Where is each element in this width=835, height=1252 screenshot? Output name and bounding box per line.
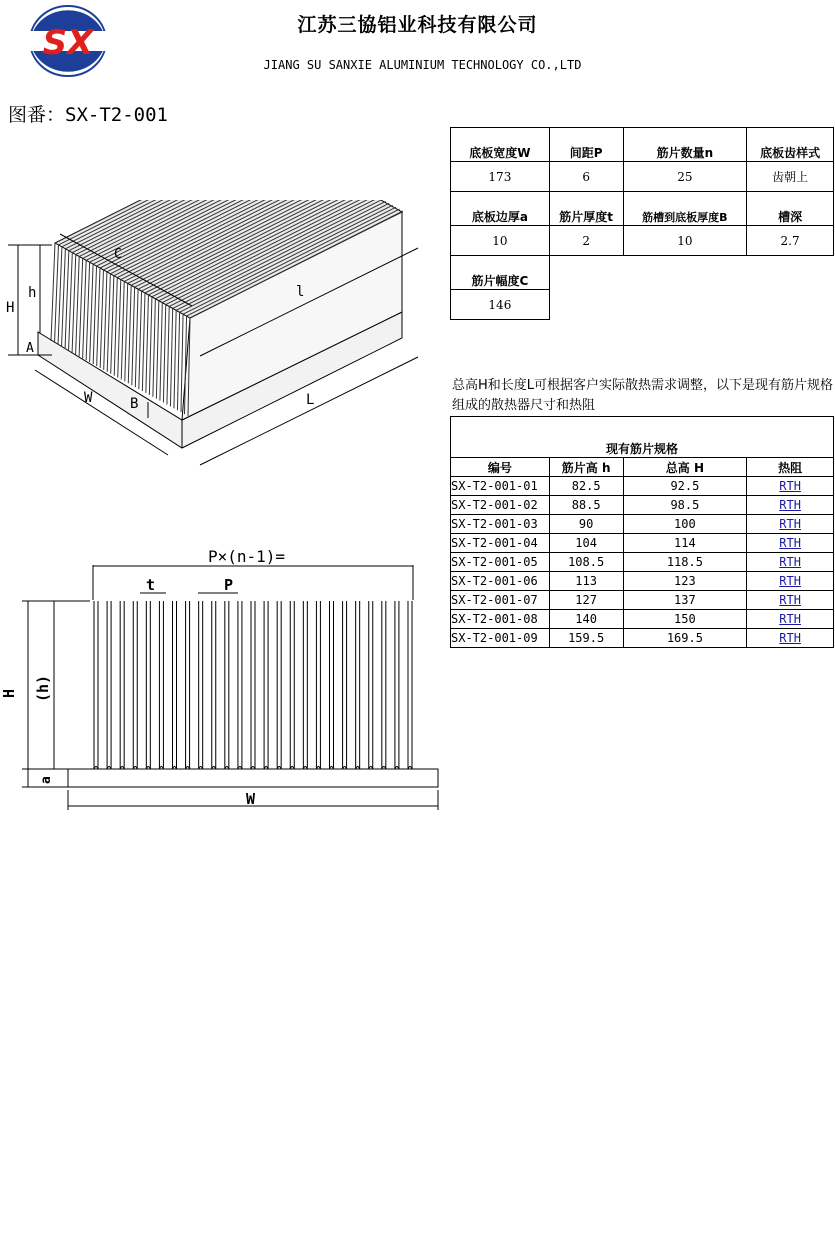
spec-value: 6 — [549, 162, 623, 192]
front-label-formula: P×(n-1)= — [208, 547, 286, 566]
front-fin — [146, 601, 150, 769]
spec-header: 底板齿样式 — [747, 128, 834, 162]
fin-col-header: 筋片高 h — [549, 458, 623, 477]
logo-text: SX — [42, 23, 94, 63]
drawing-number: 图番：SX-T2-001 — [8, 104, 168, 126]
iso-fin-edge — [83, 260, 87, 358]
iso-label-B: B — [130, 396, 139, 412]
fin-rth-link[interactable]: RTH — [747, 515, 834, 534]
isometric-drawing — [0, 200, 440, 480]
iso-label-L: L — [306, 392, 315, 408]
front-fin — [330, 601, 334, 769]
iso-fin-edge — [125, 283, 128, 381]
fin-total-height: 92.5 — [623, 477, 747, 496]
fin-col-header: 热阻 — [747, 458, 834, 477]
iso-fin-edge — [149, 297, 152, 395]
iso-fin-edge — [135, 289, 138, 387]
fin-total-height: 123 — [623, 572, 747, 591]
iso-fin-edge — [93, 266, 96, 364]
iso-fin-edge — [153, 299, 156, 397]
front-label-P: P — [224, 576, 234, 594]
fin-rth-link[interactable]: RTH — [747, 496, 834, 515]
fin-height: 88.5 — [549, 496, 623, 515]
fin-code: SX-T2-001-08 — [451, 610, 550, 629]
front-fin — [238, 601, 242, 769]
fin-table — [450, 416, 834, 648]
spec-header: 筋片幅度C — [451, 256, 550, 290]
front-fin — [225, 601, 229, 769]
fin-height: 113 — [549, 572, 623, 591]
iso-fin-edge — [58, 247, 62, 345]
fin-row — [451, 553, 834, 572]
spec-header: 间距P — [549, 128, 623, 162]
fin-height: 104 — [549, 534, 623, 553]
front-fin — [159, 601, 163, 769]
front-fin — [343, 601, 347, 769]
spec-value: 齿朝上 — [747, 162, 834, 192]
iso-fin-edge — [51, 243, 55, 341]
spec-value: 10 — [451, 226, 550, 256]
front-label-H: H — [0, 688, 18, 698]
fin-rth-link[interactable]: RTH — [747, 591, 834, 610]
fin-total-height: 118.5 — [623, 553, 747, 572]
front-fin — [120, 601, 124, 769]
iso-fin-edge — [90, 264, 93, 362]
fin-code: SX-T2-001-06 — [451, 572, 550, 591]
spec-header: 筋片数量n — [623, 128, 747, 162]
iso-fin-edge — [121, 281, 124, 379]
fin-rth-link[interactable]: RTH — [747, 610, 834, 629]
iso-fin-edge — [174, 310, 176, 408]
spec-value: 2 — [549, 226, 623, 256]
spec-table — [450, 127, 834, 320]
fin-code: SX-T2-001-02 — [451, 496, 550, 515]
iso-label-A: A — [26, 341, 34, 356]
front-fin — [316, 601, 320, 769]
iso-fin-edge — [79, 258, 83, 356]
company-name-cn: 江苏三協铝业科技有限公司 — [297, 14, 538, 36]
iso-fin-edge — [65, 251, 69, 349]
iso-fin-edge — [163, 305, 165, 403]
note-text: 总高H和长度L可根据客户实际散热需求调整，以下是现有筋片规格组成的散热器尺寸和热阻 — [452, 378, 834, 413]
iso-fin-edge — [170, 308, 172, 406]
fin-code: SX-T2-001-05 — [451, 553, 550, 572]
front-fin — [133, 601, 137, 769]
fin-total-height: 137 — [623, 591, 747, 610]
spec-header: 筋槽到底板厚度B — [623, 192, 747, 226]
fin-code: SX-T2-001-01 — [451, 477, 550, 496]
front-fin — [264, 601, 268, 769]
iso-fin-edge — [86, 262, 89, 360]
fin-col-header: 总高 H — [623, 458, 747, 477]
fin-rth-link[interactable]: RTH — [747, 477, 834, 496]
fin-height: 90 — [549, 515, 623, 534]
fin-total-height: 98.5 — [623, 496, 747, 515]
front-fin — [303, 601, 307, 769]
iso-fin-edge — [62, 249, 66, 347]
spec-value: 146 — [451, 290, 550, 320]
fin-code: SX-T2-001-04 — [451, 534, 550, 553]
fin-row — [451, 610, 834, 629]
company-name-en: JIANG SU SANXIE ALUMINIUM TECHNOLOGY CO.,LTD — [263, 58, 582, 72]
fin-row — [451, 515, 834, 534]
fin-code: SX-T2-001-09 — [451, 629, 550, 648]
iso-label-h: h — [28, 285, 37, 301]
fin-code: SX-T2-001-07 — [451, 591, 550, 610]
fin-rth-link[interactable]: RTH — [747, 572, 834, 591]
fin-rth-link[interactable]: RTH — [747, 629, 834, 648]
front-fin — [277, 601, 281, 769]
front-fin — [408, 601, 412, 769]
iso-fin-edge — [55, 245, 59, 343]
front-fin — [186, 601, 190, 769]
iso-fin-edge — [69, 253, 73, 351]
front-fin — [382, 601, 386, 769]
spec-header: 底板宽度W — [451, 128, 550, 162]
iso-fin-edge — [156, 301, 158, 399]
iso-label-H: H — [6, 300, 15, 316]
front-fin — [369, 601, 373, 769]
fin-height: 108.5 — [549, 553, 623, 572]
spec-value: 25 — [623, 162, 747, 192]
front-fin — [395, 601, 399, 769]
fin-height: 159.5 — [549, 629, 623, 648]
fin-height: 140 — [549, 610, 623, 629]
front-label-W: W — [246, 790, 256, 808]
iso-label-W: W — [84, 390, 93, 406]
iso-fin-edge — [72, 255, 76, 353]
front-view-drawing — [0, 540, 450, 820]
front-fin — [173, 601, 177, 769]
front-fin — [290, 601, 294, 769]
iso-fin-edge — [114, 278, 117, 376]
front-fin — [107, 601, 111, 769]
fin-rth-link[interactable]: RTH — [747, 534, 834, 553]
fin-rth-link[interactable]: RTH — [747, 553, 834, 572]
fin-total-height: 114 — [623, 534, 747, 553]
iso-fin-edge — [107, 274, 110, 372]
spec-header: 筋片厚度t — [549, 192, 623, 226]
fin-row — [451, 477, 834, 496]
iso-fin-edge — [146, 295, 149, 393]
fin-row — [451, 591, 834, 610]
front-fin — [199, 601, 203, 769]
iso-fin-edge — [139, 291, 142, 389]
fin-total-height: 150 — [623, 610, 747, 629]
iso-fin-edge — [167, 306, 169, 404]
iso-fin-edge — [104, 272, 107, 370]
spec-header: 槽深 — [747, 192, 834, 226]
fin-total-height: 169.5 — [623, 629, 747, 648]
fin-table-title: 现有筋片规格 — [451, 417, 834, 458]
front-fin — [94, 601, 98, 769]
iso-fin-edge — [100, 270, 103, 368]
fin-col-header: 编号 — [451, 458, 550, 477]
iso-fin-edge — [76, 256, 80, 354]
iso-fin-edge — [177, 312, 179, 410]
iso-fin-edge — [181, 314, 183, 412]
spec-value: 2.7 — [747, 226, 834, 256]
fin-row — [451, 496, 834, 515]
spec-value: 10 — [623, 226, 747, 256]
iso-fin-edge — [111, 276, 114, 374]
iso-fin-edge — [128, 285, 131, 383]
fin-row — [451, 572, 834, 591]
front-label-h: (h) — [34, 674, 52, 702]
fin-height: 127 — [549, 591, 623, 610]
fin-total-height: 100 — [623, 515, 747, 534]
front-label-a: a — [39, 776, 54, 784]
front-fin — [356, 601, 360, 769]
fin-row — [451, 629, 834, 648]
iso-fin-edge — [160, 303, 162, 401]
iso-fin-edge — [142, 293, 145, 391]
fin-code: SX-T2-001-03 — [451, 515, 550, 534]
fin-height: 82.5 — [549, 477, 623, 496]
spec-header: 底板边厚a — [451, 192, 550, 226]
iso-label-c: C — [114, 247, 122, 262]
iso-fin-edge — [97, 268, 100, 366]
iso-label-l: l — [296, 284, 305, 300]
fin-row — [451, 534, 834, 553]
iso-fin-edge — [132, 287, 135, 385]
spec-value: 173 — [451, 162, 550, 192]
front-label-t: t — [146, 576, 156, 594]
front-fin — [212, 601, 216, 769]
front-fin — [251, 601, 255, 769]
iso-fin-edge — [118, 280, 121, 378]
